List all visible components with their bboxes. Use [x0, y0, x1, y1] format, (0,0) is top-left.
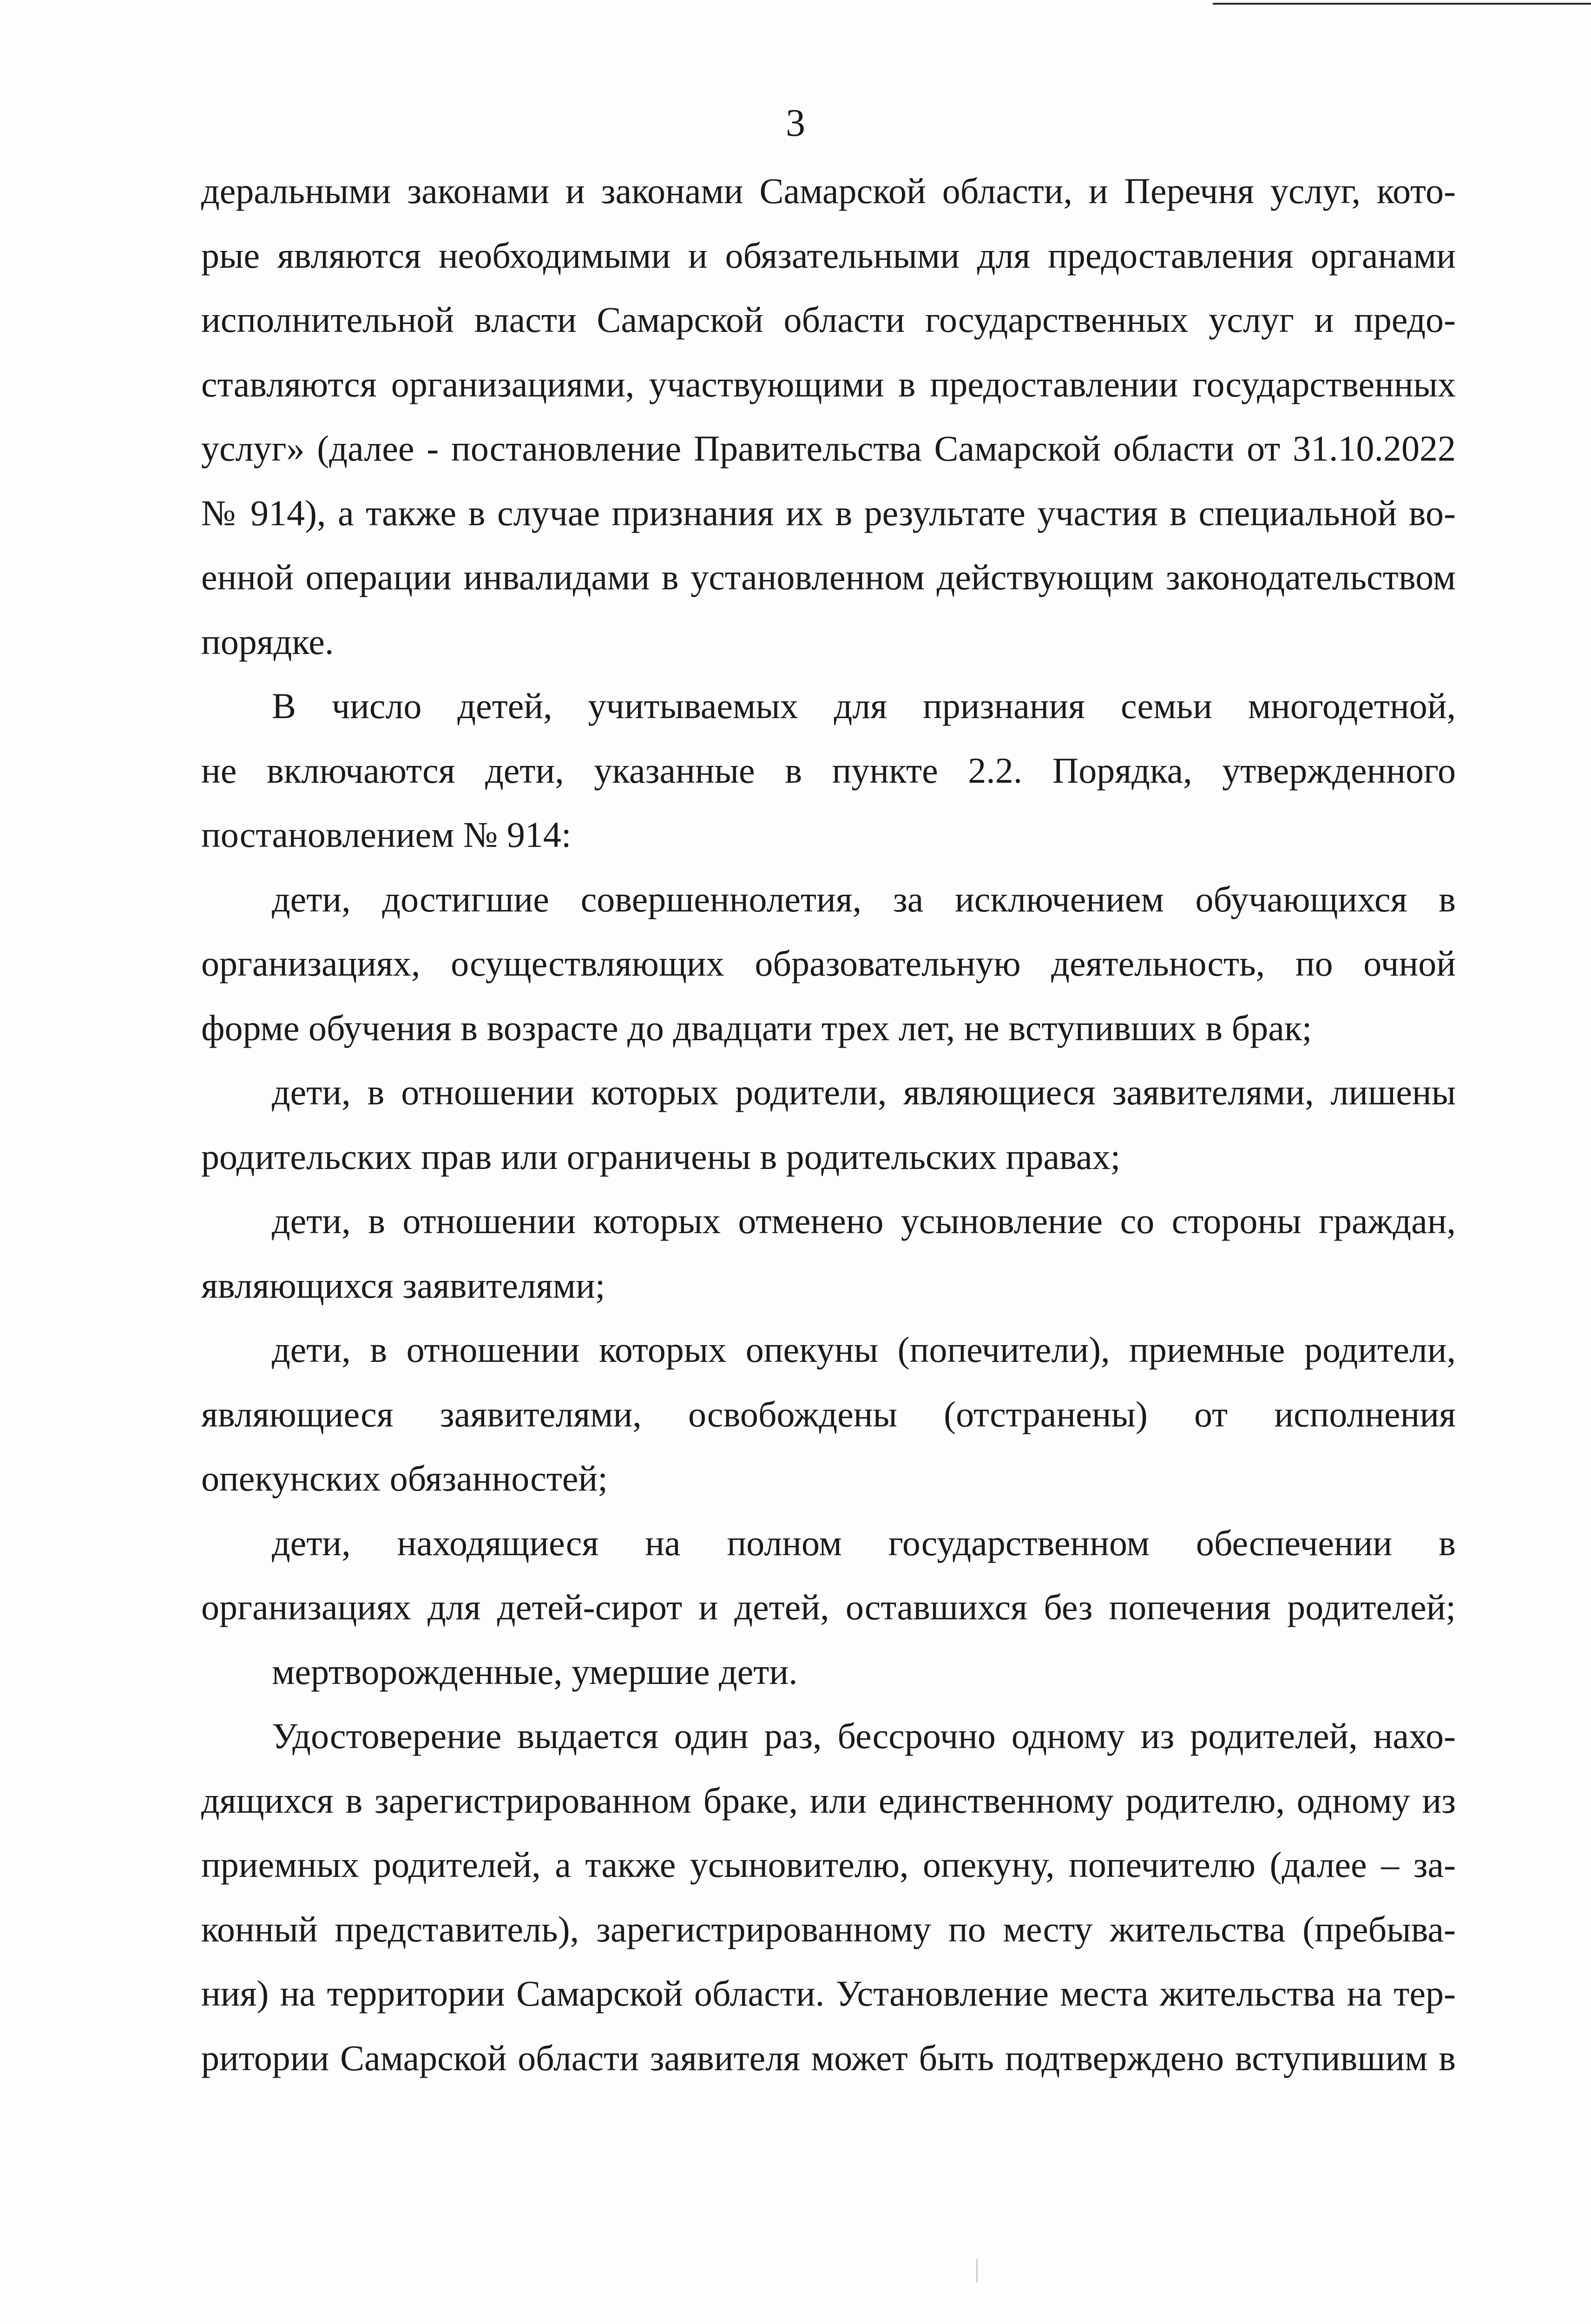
- text-line: № 914), а также в случае признания их в результате участия в специальной во-: [201, 492, 1456, 533]
- text-line: ритории Самарской области заявителя может быть подтверждено вступившим в: [201, 2037, 1456, 2078]
- text-line: дети, в отношении которых опекуны (попечители), приемные родители,: [272, 1329, 1456, 1370]
- text-line: дети, находящиеся на полном государственном обеспечении в: [272, 1522, 1456, 1563]
- text-line: дети, в отношении которых отменено усыновление со стороны граждан,: [272, 1201, 1456, 1241]
- text-line: опекунских обязанностей;: [201, 1458, 608, 1499]
- text-line: родительских прав или ограничены в родительских правах;: [201, 1136, 1121, 1177]
- text-line: дящихся в зарегистрированном браке, или единственному родителю, одному из: [201, 1780, 1456, 1821]
- scan-artifact: [976, 2259, 978, 2282]
- text-line: енной операции инвалидами в установленном действующим законодательством: [201, 557, 1456, 597]
- text-line: являющихся заявителями;: [201, 1265, 605, 1306]
- text-line: мертворожденные, умершие дети.: [272, 1651, 798, 1692]
- text-line: организациях для детей-сирот и детей, оставшихся без попечения родителей;: [201, 1587, 1456, 1627]
- body-text: [201, 159, 1456, 2090]
- text-line: приемных родителей, а также усыновителю, опекуну, попечителю (далее – за-: [201, 1844, 1456, 1885]
- text-line: конный представитель), зарегистрированному по месту жительства (пребыва-: [201, 1908, 1456, 1949]
- text-line: деральными законами и законами Самарской области, и Перечня услуг, кото-: [201, 171, 1456, 211]
- top-rule: [1213, 3, 1591, 5]
- text-line: порядке.: [201, 621, 334, 662]
- text-line: дети, достигшие совершеннолетия, за исключением обучающихся в: [272, 878, 1456, 919]
- text-line: дети, в отношении которых родители, являющиеся заявителями, лишены: [272, 1072, 1456, 1112]
- text-line: рые являются необходимыми и обязательными для предоставления органами: [201, 235, 1456, 276]
- text-line: являющиеся заявителями, освобождены (отстранены) от исполнения: [201, 1393, 1456, 1434]
- text-line: ния) на территории Самарской области. Установление места жительства на тер-: [201, 1973, 1456, 2014]
- text-line: ставляются организациями, участвующими в предоставлении государственных: [201, 363, 1456, 404]
- text-line: организациях, осуществляющих образовательную деятельность, по очной: [201, 943, 1456, 984]
- text-line: форме обучения в возрасте до двадцати трех лет, не вступивших в брак;: [201, 1007, 1312, 1048]
- text-line: исполнительной власти Самарской области государственных услуг и предо-: [201, 299, 1456, 340]
- text-line: услуг» (далее - постановление Правительства Самарской области от 31.10.2022: [201, 428, 1456, 469]
- text-line: Удостоверение выдается один раз, бессрочно одному из родителей, нахо-: [272, 1716, 1456, 1756]
- text-line: постановлением № 914:: [201, 814, 572, 855]
- text-line: В число детей, учитываемых для признания семьи многодетной,: [272, 686, 1456, 726]
- page-number: 3: [786, 101, 805, 145]
- text-line: не включаются дети, указанные в пункте 2.2. Порядка, утвержденного: [201, 750, 1456, 791]
